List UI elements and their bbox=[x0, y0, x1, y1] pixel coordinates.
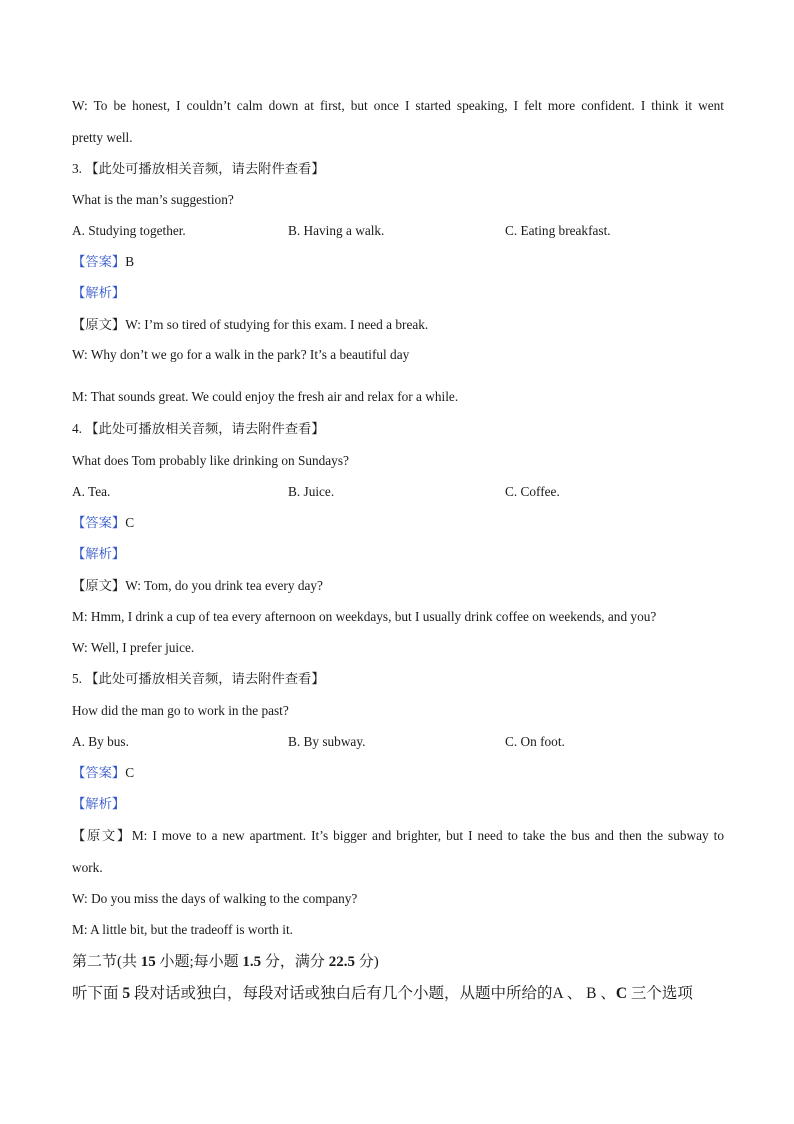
question-3-answer bbox=[72, 253, 724, 271]
audio-note: 【此处可播放相关音频，请去附件查看】 bbox=[85, 161, 325, 176]
section-instructions bbox=[72, 984, 724, 1004]
instruction-text: 段对话或独白，每段对话或独白后有几个小题，从题中所给的A 、 B 、 bbox=[130, 985, 616, 1002]
question-5-text: How did the man go to work in the past? bbox=[72, 703, 289, 718]
transcript-tag: 【原文】 bbox=[72, 578, 126, 593]
heading-number: 15 bbox=[140, 954, 156, 970]
transcript-line: work. bbox=[72, 860, 103, 875]
transcript-line: W: Do you miss the days of walking to the company? bbox=[72, 891, 358, 906]
heading-number: 1.5 bbox=[242, 954, 262, 970]
analysis-tag: 【解析】 bbox=[72, 546, 126, 561]
heading-text: 第二节(共 bbox=[72, 954, 141, 970]
answer-tag: 【答案】 bbox=[72, 765, 126, 780]
instruction-text: 三个选项 bbox=[627, 985, 693, 1002]
answer-value: B bbox=[125, 254, 135, 269]
transcript-line: W: I’m so tired of studying for this exam. I need a break. bbox=[125, 317, 429, 332]
answer-value: C bbox=[125, 765, 135, 780]
question-5-answer bbox=[72, 764, 724, 782]
transcript-line: M: That sounds great. We could enjoy the fresh air and relax for a while. bbox=[72, 389, 459, 404]
question-3-header bbox=[72, 160, 724, 178]
transcript-line: M: I move to a new apartment. It’s bigger and brighter, but I need to take the bus and then the subway to bbox=[131, 828, 724, 843]
option-b: B. Juice. bbox=[288, 484, 335, 499]
question-4-analysis bbox=[72, 545, 724, 563]
question-number: 4. bbox=[72, 421, 86, 436]
question-4-transcript bbox=[72, 577, 724, 595]
question-number: 3. bbox=[72, 161, 86, 176]
heading-number: 22.5 bbox=[328, 954, 355, 970]
analysis-tag: 【解析】 bbox=[72, 285, 126, 300]
question-4-answer bbox=[72, 514, 724, 532]
answer-value: C bbox=[125, 515, 135, 530]
question-3-text: What is the man’s suggestion? bbox=[72, 192, 234, 207]
transcript-tag: 【原文】 bbox=[72, 317, 126, 332]
answer-tag: 【答案】 bbox=[72, 254, 126, 269]
instruction-number: 5 bbox=[122, 985, 131, 1002]
question-3-transcript bbox=[72, 316, 724, 334]
option-c: C. Coffee. bbox=[505, 484, 560, 499]
audio-note: 【此处可播放相关音频，请去附件查看】 bbox=[85, 421, 325, 436]
heading-text: 小题;每小题 bbox=[155, 954, 243, 970]
audio-note: 【此处可播放相关音频，请去附件查看】 bbox=[85, 671, 325, 686]
transcript-line: W: Well, I prefer juice. bbox=[72, 640, 195, 655]
answer-tag: 【答案】 bbox=[72, 515, 126, 530]
question-3-analysis bbox=[72, 284, 724, 302]
question-number: 5. bbox=[72, 671, 86, 686]
question-5-analysis bbox=[72, 795, 724, 813]
transcript-line: W: Tom, do you drink tea every day? bbox=[125, 578, 323, 593]
heading-text: 分，满分 bbox=[261, 954, 329, 970]
transcript-line: W: Why don’t we go for a walk in the park? It’s a beautiful day bbox=[72, 347, 410, 362]
option-b: B. By subway. bbox=[288, 734, 366, 749]
transcript-line: M: A little bit, but the tradeoff is worth it. bbox=[72, 922, 293, 937]
option-c: C. Eating breakfast. bbox=[505, 223, 611, 238]
transcript-tag: 【原文】 bbox=[72, 828, 132, 843]
dialogue-line: pretty well. bbox=[72, 130, 133, 145]
heading-text: 分) bbox=[354, 954, 379, 970]
analysis-tag: 【解析】 bbox=[72, 796, 126, 811]
question-5-header bbox=[72, 670, 724, 688]
question-5-transcript bbox=[72, 827, 724, 845]
question-4-text: What does Tom probably like drinking on Sundays? bbox=[72, 453, 349, 468]
option-a: A. By bus. bbox=[72, 734, 129, 749]
section-heading bbox=[72, 952, 724, 972]
dialogue-line: W: To be honest, I couldn’t calm down at first, but once I started speaking, I felt more confident. I think it went bbox=[72, 98, 724, 113]
option-c: C. On foot. bbox=[505, 734, 565, 749]
instruction-letter: C bbox=[615, 985, 628, 1002]
option-b: B. Having a walk. bbox=[288, 223, 385, 238]
option-a: A. Studying together. bbox=[72, 223, 186, 238]
instruction-text: 听下面 bbox=[72, 985, 123, 1002]
transcript-line: M: Hmm, I drink a cup of tea every afternoon on weekdays, but I usually drink coffee on weekends, and you? bbox=[72, 609, 657, 624]
option-a: A. Tea. bbox=[72, 484, 111, 499]
question-4-header bbox=[72, 420, 724, 438]
